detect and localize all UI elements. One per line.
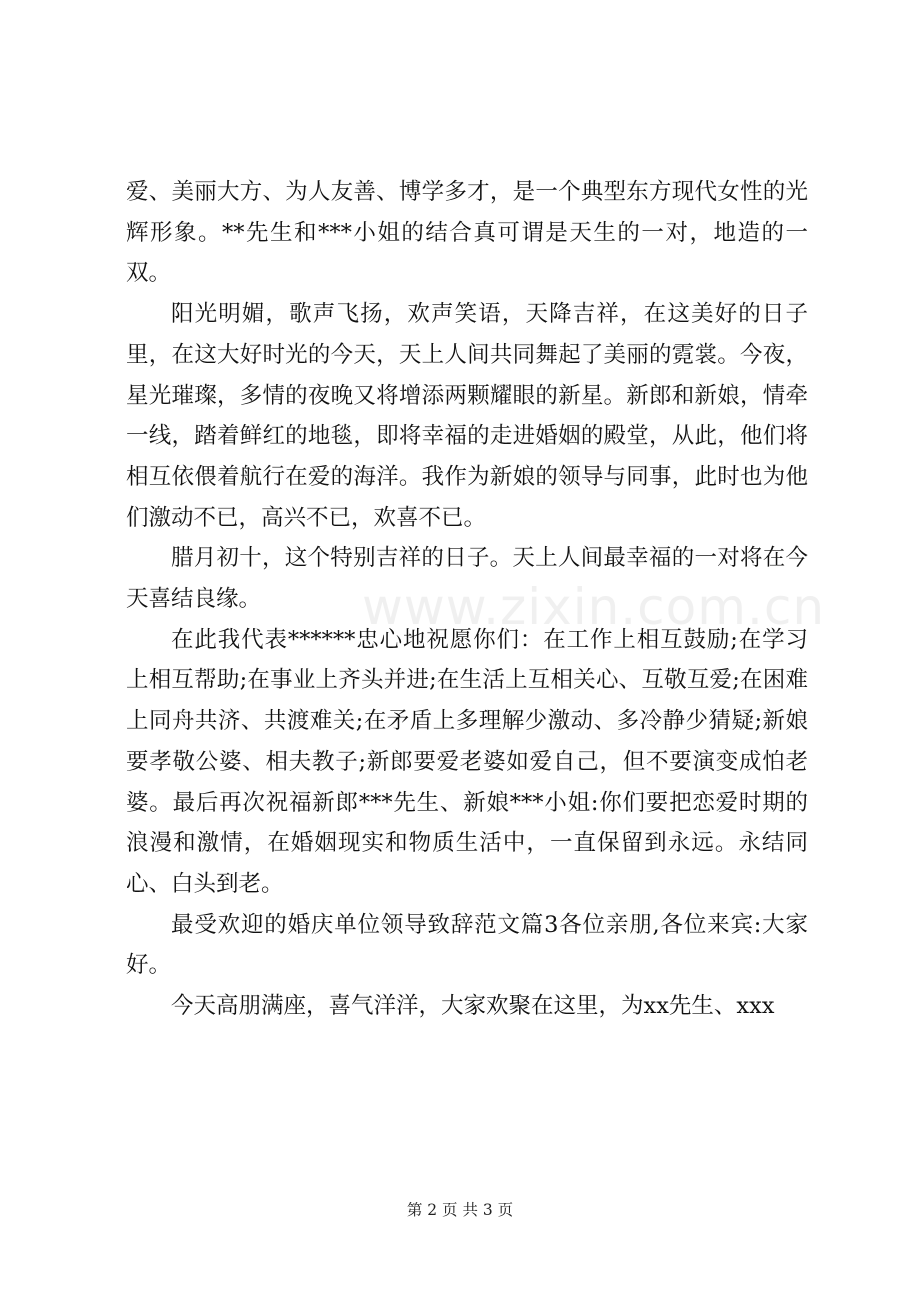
paragraph-1: 爱、美丽大方、为人友善、博学多才，是一个典型东方现代女性的光辉形象。**先生和***小姐的结合真可谓是天生的一对，地造的一双。 [126,179,808,287]
paragraph-3: 腊月初十，这个特别吉祥的日子。天上人间最幸福的一对将在今天喜结良缘。 [126,545,808,613]
watermark: www.zixin.com.cn [362,578,826,636]
page-number-footer: 第 2 页 共 3 页 [406,1201,514,1219]
paragraph-5: 最受欢迎的婚庆单位领导致辞范文篇3各位亲朋,各位来宾:大家好。 [126,911,808,979]
paragraph-4: 在此我代表******忠心地祝愿你们：在工作上相互鼓励;在学习上相互帮助;在事业上齐头并进;在生活上互相关心、互敬互爱;在困难上同舟共济、共渡难关;在矛盾上多理解少激动、多冷静少猜疑;新娘要孝敬公婆、相夫教子;新郎要爱老婆如爱自己，但不要演变成怕老婆。最后再次祝福新郎***先生、新娘***小姐:你们要把恋爱时期的浪漫和激情，在婚姻现实和物质生活中，一直保留到永远。永结同心、白头到老。 [126,626,808,897]
paragraph-2: 阳光明媚，歌声飞扬，欢声笑语，天降吉祥，在这美好的日子里，在这大好时光的今天，天上人间共同舞起了美丽的霓裳。今夜，星光璀璨，多情的夜晚又将增添两颗耀眼的新星。新郎和新娘，情牵一线，踏着鲜红的地毯，即将幸福的走进婚姻的殿堂，从此，他们将相互依偎着航行在爱的海洋。我作为新娘的领导与同事，此时也为他们激动不已，高兴不已，欢喜不已。 [126,301,808,531]
document-body [126,172,808,1027]
paragraph-6: 今天高朋满座，喜气洋洋，大家欢聚在这里，为xx先生、xxx [171,993,775,1020]
